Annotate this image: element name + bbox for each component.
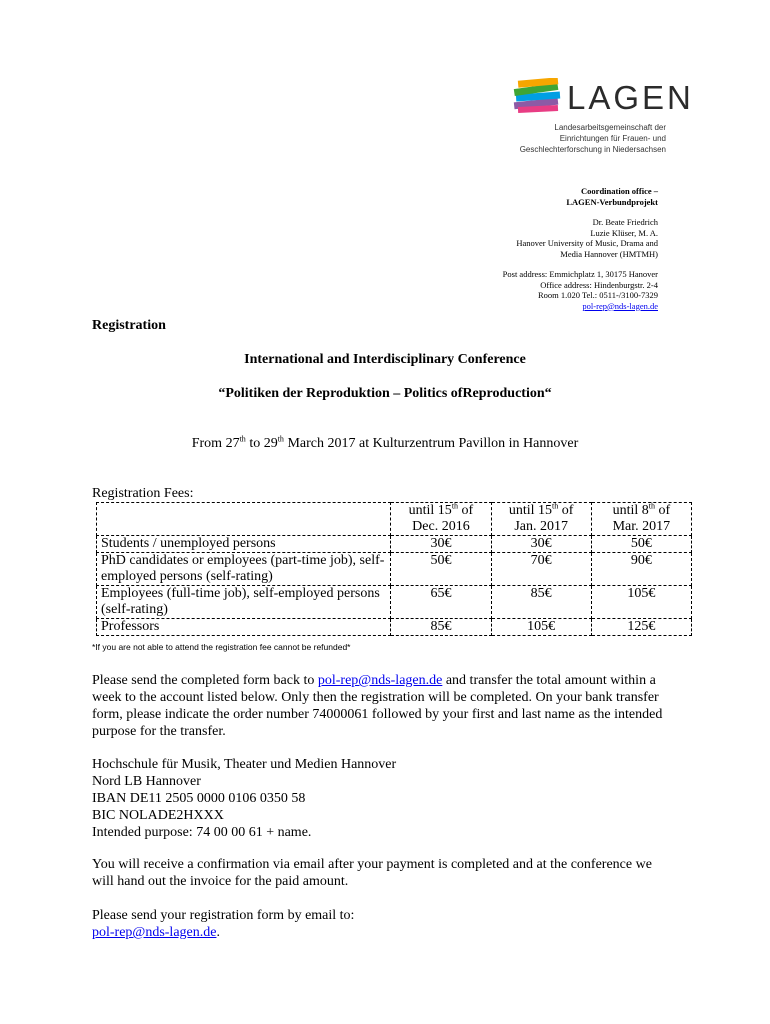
institution: Hanover University of Music, Drama and [516, 238, 658, 248]
fee-category: PhD candidates or employees (part-time job), self-employed persons (self-rating) [97, 553, 391, 586]
bank-bic: BIC NOLADE2HXXX [92, 808, 224, 823]
institution: Media Hannover (HMTMH) [560, 248, 658, 259]
fee-value: 50€ [591, 536, 691, 553]
table-row [97, 536, 692, 553]
fee-category: Students / unemployed persons [97, 536, 391, 553]
fee-value: 30€ [391, 536, 491, 553]
fee-value: 85€ [391, 619, 491, 636]
contact-email-link[interactable]: pol-rep@nds-lagen.de [582, 300, 658, 311]
table-header-row [97, 503, 692, 536]
refund-note: *If you are not able to attend the registration fee cannot be refunded* [92, 642, 351, 652]
fee-category: Professors [97, 619, 391, 636]
final-email-link[interactable]: pol-rep@nds-lagen.de [92, 925, 217, 940]
confirmation-paragraph: You will receive a confirmation via email after your payment is completed and at the conference we will hand out the invoice for the paid amount. [92, 857, 652, 889]
contact-block [503, 186, 658, 311]
fees-table [96, 502, 692, 636]
table-row [97, 553, 692, 586]
logo-subtitle: Landesarbeitsgemeinschaft der Einrichtungen für Frauen- und Geschlechterforschung in Niedersachsen [519, 123, 666, 154]
fees-label: Registration Fees: [92, 486, 194, 501]
fee-value: 85€ [491, 586, 591, 619]
bank-recipient: Hochschule für Musik, Theater und Medien Hannover [92, 757, 397, 772]
fee-column-header: until 15th of Jan. 2017 [491, 503, 591, 536]
fee-column-header: until 15th of Dec. 2016 [391, 503, 491, 536]
room-tel: Room 1.020 Tel.: 0511-/3100-7329 [537, 290, 658, 300]
contact-person: Dr. Beate Friedrich [592, 217, 658, 227]
bank-purpose: Intended purpose: 74 00 00 61 + name. [92, 825, 312, 840]
fee-category: Employees (full-time job), self-employed persons (self-rating) [97, 586, 391, 619]
post-address: Post address: Emmichplatz 1, 30175 Hanover [502, 269, 658, 279]
bank-name: Nord LB Hannover [92, 774, 201, 789]
table-row [97, 619, 692, 636]
office-address: Office address: Hindenburgstr. 2-4 [540, 279, 658, 290]
office-subtitle: LAGEN-Verbundprojekt [566, 196, 658, 207]
fee-value: 90€ [591, 553, 691, 586]
bank-details [92, 756, 396, 841]
instructions-paragraph: Please send the completed form back to pol-rep@nds-lagen.de and transfer the total amount within a week to the account listed below. Only then the registration will be completed. On your bank transfer form, please indicate the order number 74000061 followed by your first and last name as the intended purpose for the transfer. [92, 673, 663, 739]
email-link[interactable]: pol-rep@nds-lagen.de [317, 673, 443, 688]
page-title: Registration [92, 318, 166, 333]
final-paragraph: Please send your registration form by email to: pol-rep@nds-lagen.de. [92, 908, 355, 940]
contact-person: Luzie Klüser, M. A. [590, 227, 658, 238]
conference-dates: From 27th to 29th March 2017 at Kulturzentrum Pavillon in Hannover [191, 434, 579, 451]
fee-value: 50€ [391, 553, 491, 586]
conference-name: “Politiken der Reproduktion – Politics ofReproduction“ [218, 386, 552, 401]
fee-column-header: until 8th of Mar. 2017 [591, 503, 691, 536]
fee-value: 125€ [591, 619, 691, 636]
fee-value: 105€ [491, 619, 591, 636]
bank-iban: IBAN DE11 2505 0000 0106 0350 58 [92, 791, 306, 806]
table-row [97, 586, 692, 619]
logo-wordmark: LAGEN [567, 79, 694, 116]
fee-value: 70€ [491, 553, 591, 586]
conference-title: International and Interdisciplinary Conference [244, 352, 526, 367]
fee-value: 105€ [591, 586, 691, 619]
fee-value: 30€ [491, 536, 591, 553]
fee-value: 65€ [391, 586, 491, 619]
office-title: Coordination office – [581, 186, 658, 196]
